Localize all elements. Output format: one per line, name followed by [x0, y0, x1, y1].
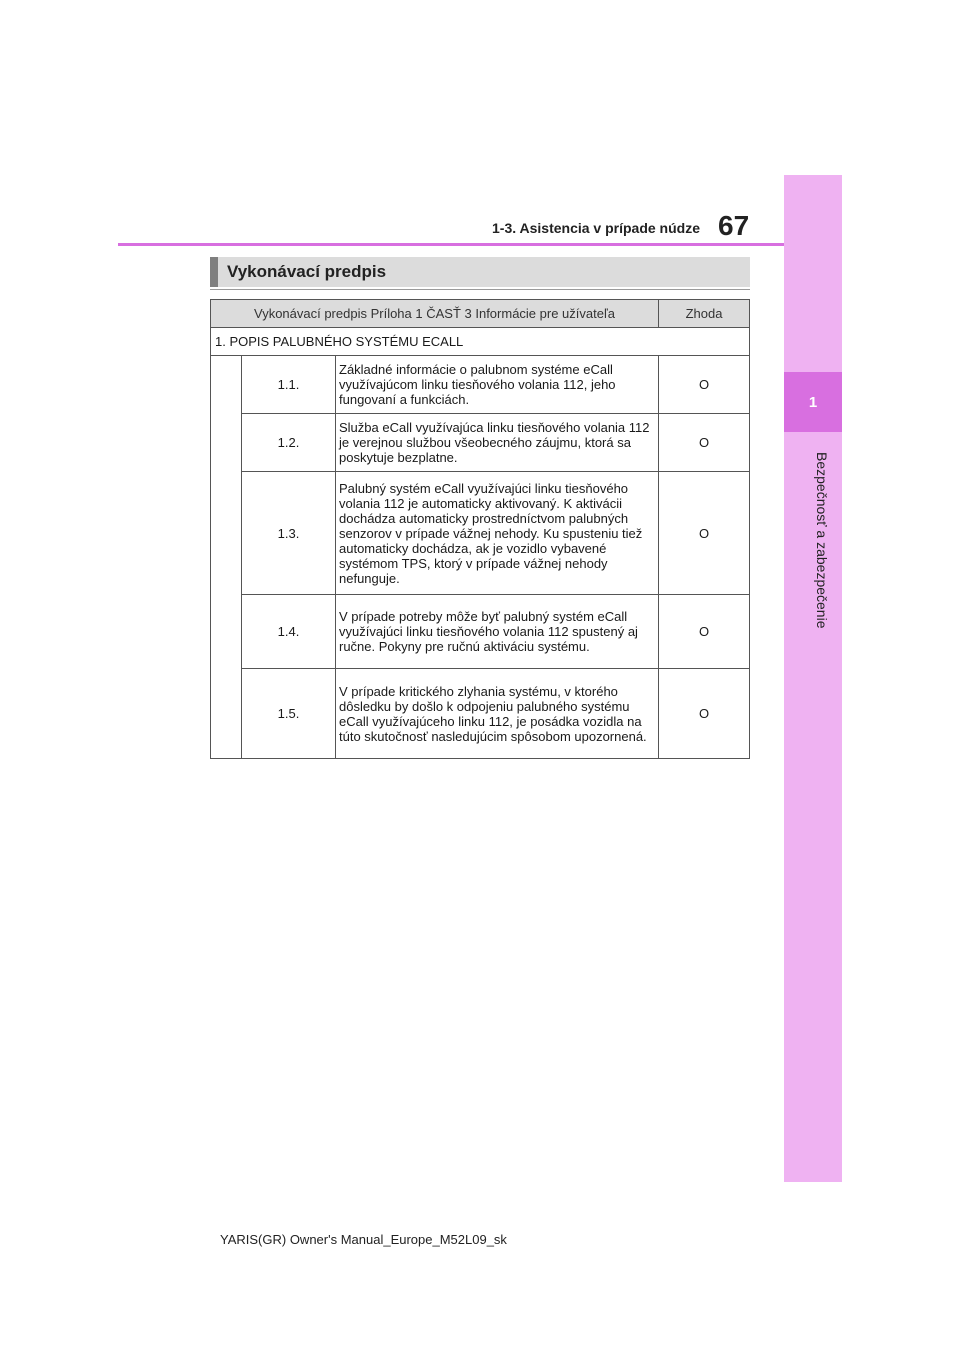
side-tab [784, 175, 842, 1182]
row-text: V prípade potreby môže byť palubný systém eCall využívajúci linku tiesňového volania 112 spustený aj ručne. Pokyny pre ručnú aktiváciu systému. [336, 595, 659, 669]
row-text: Služba eCall využívajúca linku tiesňového volania 112 je verejnou službou všeobecného záujmu, ktorá sa poskytuje bezplatne. [336, 414, 659, 472]
table-header-row [211, 300, 750, 328]
column-header-main: Vykonávací predpis Príloha 1 ČASŤ 3 Informácie pre užívateľa [211, 300, 659, 328]
footer-text: YARIS(GR) Owner's Manual_Europe_M52L09_sk [220, 1232, 507, 1247]
regulation-table [210, 299, 750, 759]
row-text: V prípade kritického zlyhania systému, v ktorého dôsledku by došlo k odpojeniu palubného systému eCall využívajúceho linku 112, je posádka vozidla na túto skutočnosť nasledujúcim spôsobom upozornená. [336, 669, 659, 759]
row-value: O [659, 414, 750, 472]
side-chapter-title: Bezpečnosť a zabezpečenie [814, 451, 830, 629]
column-header-zhoda: Zhoda [659, 300, 750, 328]
group-title: 1. POPIS PALUBNÉHO SYSTÉMU ECALL [211, 328, 750, 356]
side-chapter-number: 1 [784, 372, 842, 432]
indent-cell [211, 356, 242, 759]
row-number: 1.2. [242, 414, 336, 472]
group-title-row [211, 328, 750, 356]
row-number: 1.1. [242, 356, 336, 414]
row-value: O [659, 472, 750, 595]
table-row [211, 414, 750, 472]
table-row [211, 595, 750, 669]
header-rule [118, 243, 784, 246]
section-heading-text: Vykonávací predpis [227, 262, 387, 281]
section-heading [210, 257, 750, 287]
table-row [211, 472, 750, 595]
row-value: O [659, 595, 750, 669]
row-number: 1.3. [242, 472, 336, 595]
heading-underline [210, 289, 750, 290]
page-number: 67 [718, 210, 750, 241]
section-title: 1-3. Asistencia v prípade núdze [492, 220, 700, 236]
row-value: O [659, 669, 750, 759]
row-text: Palubný systém eCall využívajúci linku tiesňového volania 112 je automaticky aktivovaný. K aktivácii dochádza automaticky prostredníctvom palubných senzorov v prípade vážnej nehody. Ku spusteniu tiež automaticky dochádza, ak je vozidlo vybavené systémom TPS, ktorý v prípade vážnej nehody nefunguje. [336, 472, 659, 595]
row-number: 1.5. [242, 669, 336, 759]
table-row [211, 669, 750, 759]
row-text: Základné informácie o palubnom systéme eCall využívajúcom linku tiesňového volania 112, jeho fungovaní a funkciách. [336, 356, 659, 414]
row-number: 1.4. [242, 595, 336, 669]
row-value: O [659, 356, 750, 414]
table-row [211, 356, 750, 414]
